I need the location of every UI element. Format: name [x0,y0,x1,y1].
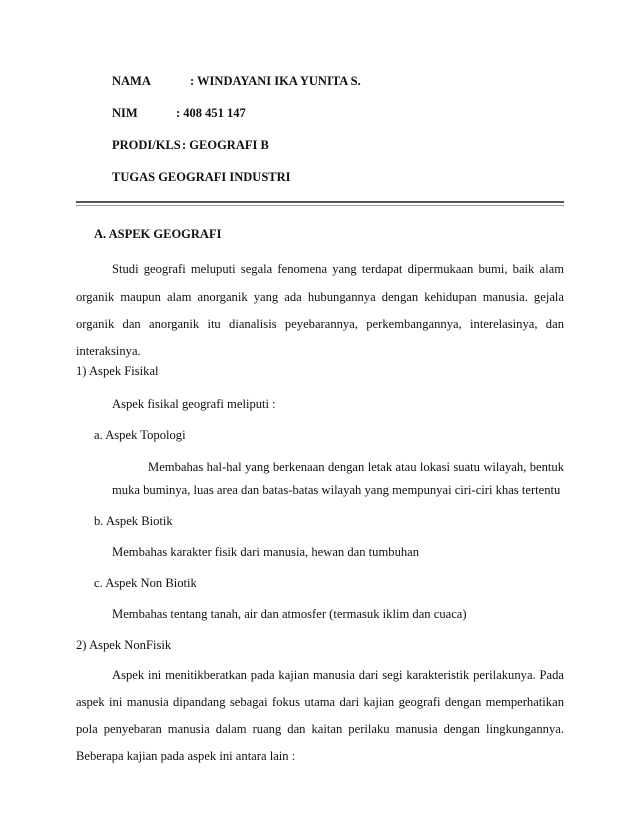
header-divider-thick [76,201,564,203]
section-a-line-3: organik dan anorganik itu dianalisis peyebarannya, perkembangannya, interelasinya, dan [76,317,564,331]
nonfisik-line-4: Beberapa kajian pada aspek ini antara lain : [76,749,296,763]
section-a-heading: A. ASPEK GEOGRAFI [94,227,222,241]
section-a-line-4: interaksinya. [76,344,141,358]
aspek-nonfisik-heading: 2) Aspek NonFisik [76,638,172,652]
nim-label: NIM [112,106,138,120]
nonfisik-line-1: Aspek ini menitikberatkan pada kajian manusia dari segi karakteristik perilakunya. Pada [112,668,564,682]
nama-label: NAMA [112,74,151,88]
aspek-fisikal-heading: 1) Aspek Fisikal [76,364,159,378]
nim-value: : 408 451 147 [176,106,246,120]
prodi-label: PRODI/KLS [112,138,181,152]
nama-value: : WINDAYANI IKA YUNITA S. [190,74,361,88]
nonbiotik-heading: c. Aspek Non Biotik [94,576,197,590]
topologi-line-2: muka buminya, luas area dan batas-batas wilayah yang mempunyai ciri-ciri khas tertentu [112,483,561,497]
biotik-heading: b. Aspek Biotik [94,514,173,528]
section-a-line-1: Studi geografi meluputi segala fenomena yang terdapat dipermukaan bumi, baik alam [112,262,564,276]
header-divider-thin [76,205,564,206]
prodi-value: : GEOGRAFI B [182,138,269,152]
topologi-heading: a. Aspek Topologi [94,428,186,442]
aspek-fisikal-intro: Aspek fisikal geografi meliputi : [112,397,276,411]
nonfisik-line-3: pola penyebaran manusia dalam ruang dan kaitan perilaku manusia dengan lingkungannya. [76,722,564,736]
nonbiotik-text: Membahas tentang tanah, air dan atmosfer (termasuk iklim dan cuaca) [112,607,467,621]
biotik-text: Membahas karakter fisik dari manusia, hewan dan tumbuhan [112,545,420,559]
assignment-title: TUGAS GEOGRAFI INDUSTRI [112,170,291,184]
nonfisik-line-2: aspek ini manusia dipandang sebagai fokus utama dari kajian geografi dengan memperhatikan [76,695,564,709]
section-a-line-2: organik maupun alam anorganik yang ada hubungannya dengan kehidupan manusia. gejala [76,290,564,304]
topologi-line-1: Membahas hal-hal yang berkenaan dengan letak atau lokasi suatu wilayah, bentuk [148,460,564,474]
